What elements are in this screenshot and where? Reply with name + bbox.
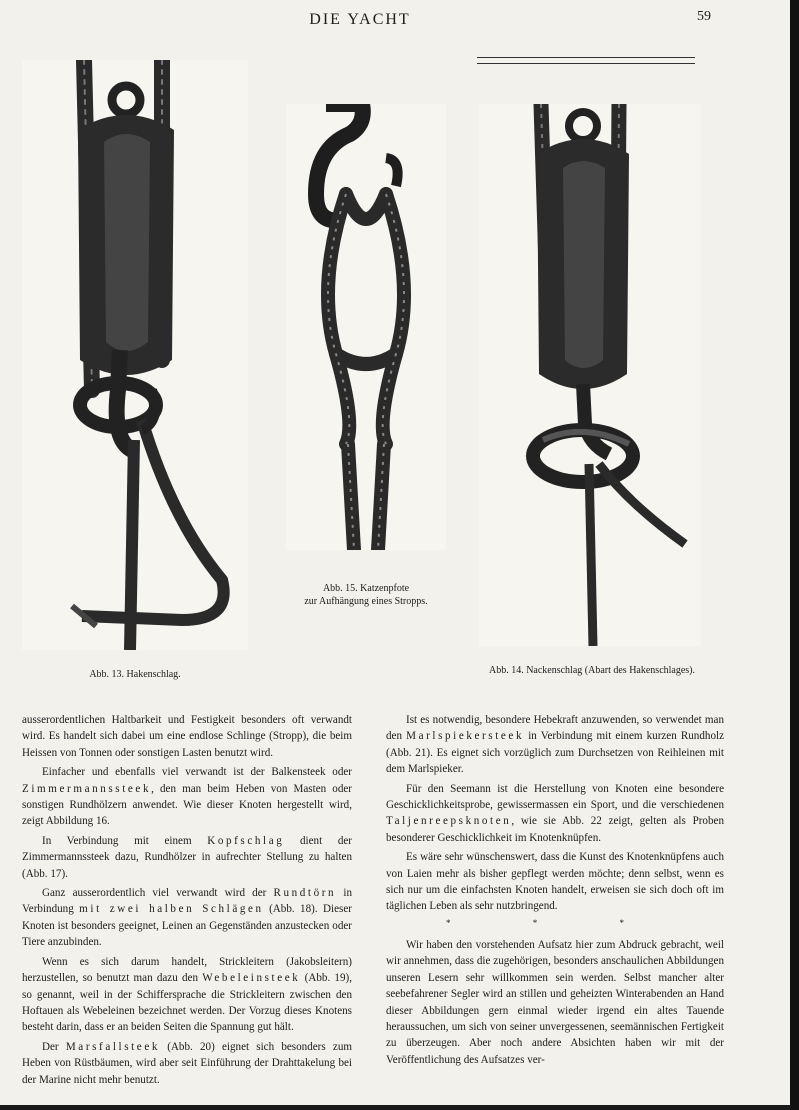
left-paragraph-4: Ganz ausserordentlich viel verwandt wird der Rundtörn in Verbindung mit zwei halben Schlägen (Abb. 18). Dieser Knoten ist besonders geeignet, Leinen an Gegenständen anzustecken oder Tiere anzubinden. [22,887,352,949]
figure-14-caption: Abb. 14. Nackenschlag (Abart des Hakenschlages). [488,665,696,676]
page-edge-shadow [790,0,799,1110]
figure-13-caption: Abb. 13. Hakenschlag. [89,669,181,680]
figure-13-photo [22,60,248,650]
left-paragraph-2: Einfacher und ebenfalls viel verwandt ist der Balkensteek oder Zimmermannssteek, den man beim Heben von Masten oder sonstigen Rundhölzern anwendet. Wie dieser Knoten hergestellt wird, zeigt Abbildung 16. [22,766,352,828]
section-separator: * * * [446,917,664,928]
right-paragraph-3: Es wäre sehr wünschenswert, dass die Kunst des Knotenknüpfens auch von Laien mehr als bisher gepflegt werden möchte; denn selbst, wenn es sich nur um die einfachsten Knoten handelt, erweisen sie sich doch oft im täglichen Leben als sehr nutzbringend. [386,851,724,913]
hook-knot-illustration [22,60,248,650]
left-paragraph-6: Der Marsfallsteek (Abb. 20) eignet sich besonders zum Heben von Rüstbäumen, wird aber seit Einführung der Drahttakelung bei der Marine nicht mehr benutzt. [22,1040,352,1086]
right-text-column [386,712,724,1068]
right-paragraph-4: Wir haben den vorstehenden Aufsatz hier zum Abdruck gebracht, weil wir annehmen, dass die zugehörigen, besonders anschaulichen Abbildungen unseren Lesern sehr willkommen sein werden. Selbst mancher alter seebefahrener Segler wird an stillen und geheizten Winterabenden an Hand dieser Abbildungen gern einmal wieder irgend ein altes Tauende heraussuchen, um sich von seiner unvergessenen, seemännischen Fertigkeit zu überzeugen. Aber noch andere Absichten haben wir mit der Veröffentlichung des Aufsatzes ver- [386,938,724,1066]
figure-14-photo [479,104,701,646]
figure-15-caption-line-2: zur Aufhängung eines Stropps. [304,596,428,607]
left-text-column [22,712,352,1088]
page-header-title: DIE YACHT [309,11,411,28]
neck-hitch-illustration [479,104,701,646]
left-paragraph-1: ausserordentlichen Haltbarkeit und Festigkeit besonders oft verwandt wird. Es handelt sich dabei um eine endlose Schlinge (Stropp), die beim Heissen von Tonnen oder sonstigen Lasten benutzt wird. [22,714,352,759]
cats-paw-illustration [286,104,446,550]
right-paragraph-1: Ist es notwendig, besondere Hebekraft anzuwenden, so verwendet man den Marlspiekersteek in Verbindung mit einem kurzen Rundholz (Abb. 21). Es eignet sich vorzüglich zum Durchsetzen von Reihleinen mit dem Marlspieker. [386,714,724,776]
figure-15-photo [286,104,446,550]
page-number: 59 [697,9,711,24]
figure-15-caption-line-1: Abb. 15. Katzenpfote [322,583,410,594]
left-paragraph-3: In Verbindung mit einem Kopfschlag dient der Zimmermannssteek dazu, Rundhölzer in aufrechter Stellung zu halten (Abb. 17). [22,834,352,880]
right-paragraph-2: Für den Seemann ist die Herstellung von Knoten eine besondere Geschicklichkeitsprobe, gewissermassen ein Sport, und die verschiedenen Taljenreepsknoten, wie sie Abb. 22 zeigt, gelten als Proben besonderer Geschicklichkeit im Knotenknüpfen. [386,782,724,844]
header-rule [477,57,695,64]
left-paragraph-5: Wenn es sich darum handelt, Strickleitern (Jakobsleitern) herzustellen, so benutzt man dazu den Webeleinsteek (Abb. 19), so genannt, weil in der Schiffersprache die Strickleitern zwischen den Hoftauen als Webeleinen bezeichnet werden. Der Vorzug dieses Knotens besteht darin, dass er an beiden Seiten die Spannung gut hält. [22,955,352,1034]
figure-15-caption [286,582,446,608]
